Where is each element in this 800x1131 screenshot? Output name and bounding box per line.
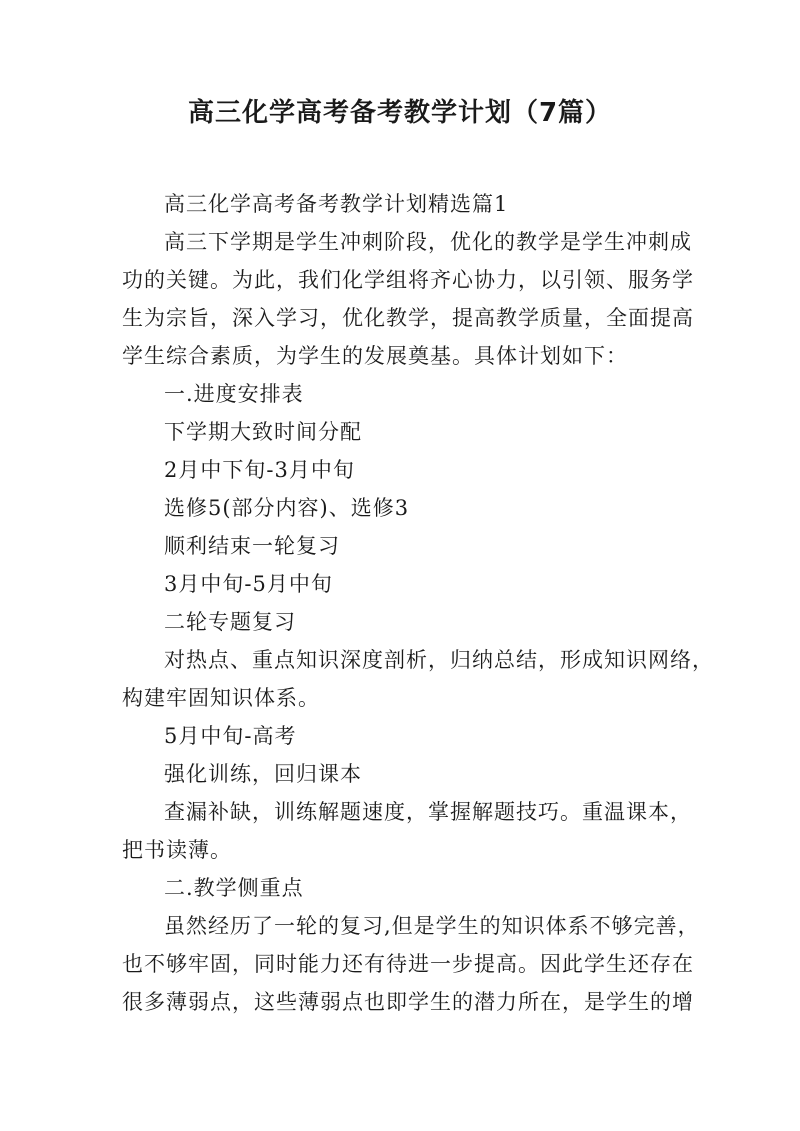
subheading: 二.教学侧重点: [164, 876, 304, 900]
section-heading: 高三化学高考备考教学计划精选篇1: [164, 192, 509, 216]
paragraph-line: 查漏补缺，训练解题速度，掌握解题技巧。重温课本，: [164, 800, 692, 824]
paragraph-line: 2月中下旬-3月中旬: [164, 458, 355, 482]
paragraph-line: 二轮专题复习: [164, 610, 296, 634]
paragraph-line: 下学期大致时间分配: [164, 420, 362, 444]
paragraph-line: 5月中旬-高考: [164, 724, 297, 748]
paragraph-line: 也不够牢固，同时能力还有待进一步提高。因此学生还存在: [122, 952, 694, 976]
paragraph-line: 选修5(部分内容)、选修3: [164, 496, 410, 520]
paragraph-line: 顺利结束一轮复习: [164, 534, 340, 558]
paragraph-line: 强化训练，回归课本: [164, 762, 362, 786]
paragraph-line: 把书读薄。: [122, 838, 232, 862]
paragraph-line: 高三下学期是学生冲刺阶段，优化的教学是学生冲刺成: [164, 230, 692, 254]
paragraph-line: 3月中旬-5月中旬: [164, 572, 333, 596]
paragraph-line: 构建牢固知识体系。: [122, 686, 320, 710]
subheading: 一.进度安排表: [164, 382, 304, 406]
paragraph-line: 功的关键。为此，我们化学组将齐心协力，以引领、服务学: [122, 268, 694, 292]
paragraph-line: 很多薄弱点，这些薄弱点也即学生的潜力所在，是学生的增: [122, 990, 694, 1014]
paragraph-line: 生为宗旨，深入学习，优化教学，提高教学质量，全面提高: [122, 306, 694, 330]
document-title: 高三化学高考备考教学计划（7篇）: [187, 98, 613, 128]
paragraph-line: 学生综合素质，为学生的发展奠基。具体计划如下：: [122, 344, 628, 368]
paragraph-line: 对热点、重点知识深度剖析，归纳总结，形成知识网络，: [164, 648, 714, 672]
paragraph-line: 虽然经历了一轮的复习,但是学生的知识体系不够完善，: [164, 914, 700, 938]
